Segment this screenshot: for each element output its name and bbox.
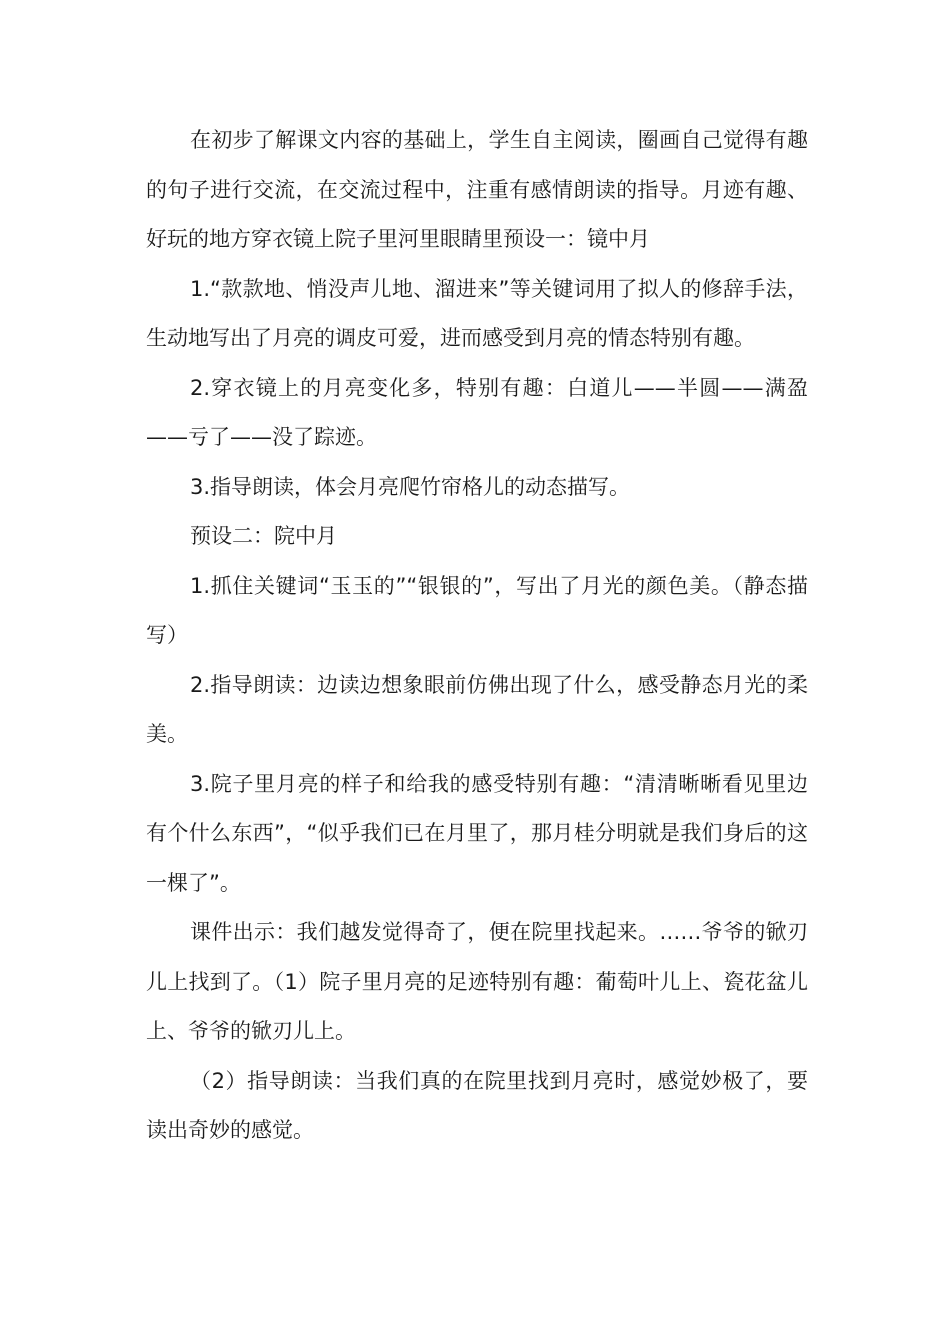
body-text — [146, 116, 808, 1156]
paragraph-guided-reading: （2）指导朗读：当我们真的在院里找到月亮时，感觉妙极了，要读出奇妙的感觉。 — [146, 1068, 808, 1142]
paragraph-mirror-2: 2.穿衣镜上的月亮变化多，特别有趣：白道儿——半圆——满盈——亏了——没了踪迹。 — [146, 375, 808, 449]
paragraph-mirror-3: 3.指导朗读，体会月亮爬竹帘格儿的动态描写。 — [190, 474, 631, 499]
paragraph-preset-2-heading: 预设二：院中月 — [190, 524, 337, 548]
paragraph-intro: 在初步了解课文内容的基础上，学生自主阅读，圈画自己觉得有趣的句子进行交流，在交流过程中，注重有感情朗读的指导。月迹有趣、好玩的地方穿衣镜上院子里河里眼睛里预设一：镜中月 — [146, 128, 808, 251]
paragraph-yard-3: 3.院子里月亮的样子和给我的感受特别有趣：“清清晰晰看见里边有个什么东西”，“似乎我们已在月里了，那月桂分明就是我们身后的这一棵了”。 — [146, 771, 808, 895]
paragraph-mirror-1: 1.“款款地、悄没声儿地、溜进来”等关键词用了拟人的修辞手法，生动地写出了月亮的调皮可爱，进而感受到月亮的情态特别有趣。 — [146, 276, 808, 350]
paragraph-courseware: 课件出示：我们越发觉得奇了，便在院里找起来。……爷爷的锨刃儿上找到了。（1）院子里月亮的足迹特别有趣：葡萄叶儿上、瓷花盆儿上、爷爷的锨刃儿上。 — [146, 920, 808, 1043]
paragraph-yard-2: 2.指导朗读：边读边想象眼前仿佛出现了什么，感受静态月光的柔美。 — [146, 672, 808, 746]
paragraph-yard-1: 1.抓住关键词“玉玉的”“银银的”，写出了月光的颜色美。（静态描写） — [146, 573, 808, 647]
